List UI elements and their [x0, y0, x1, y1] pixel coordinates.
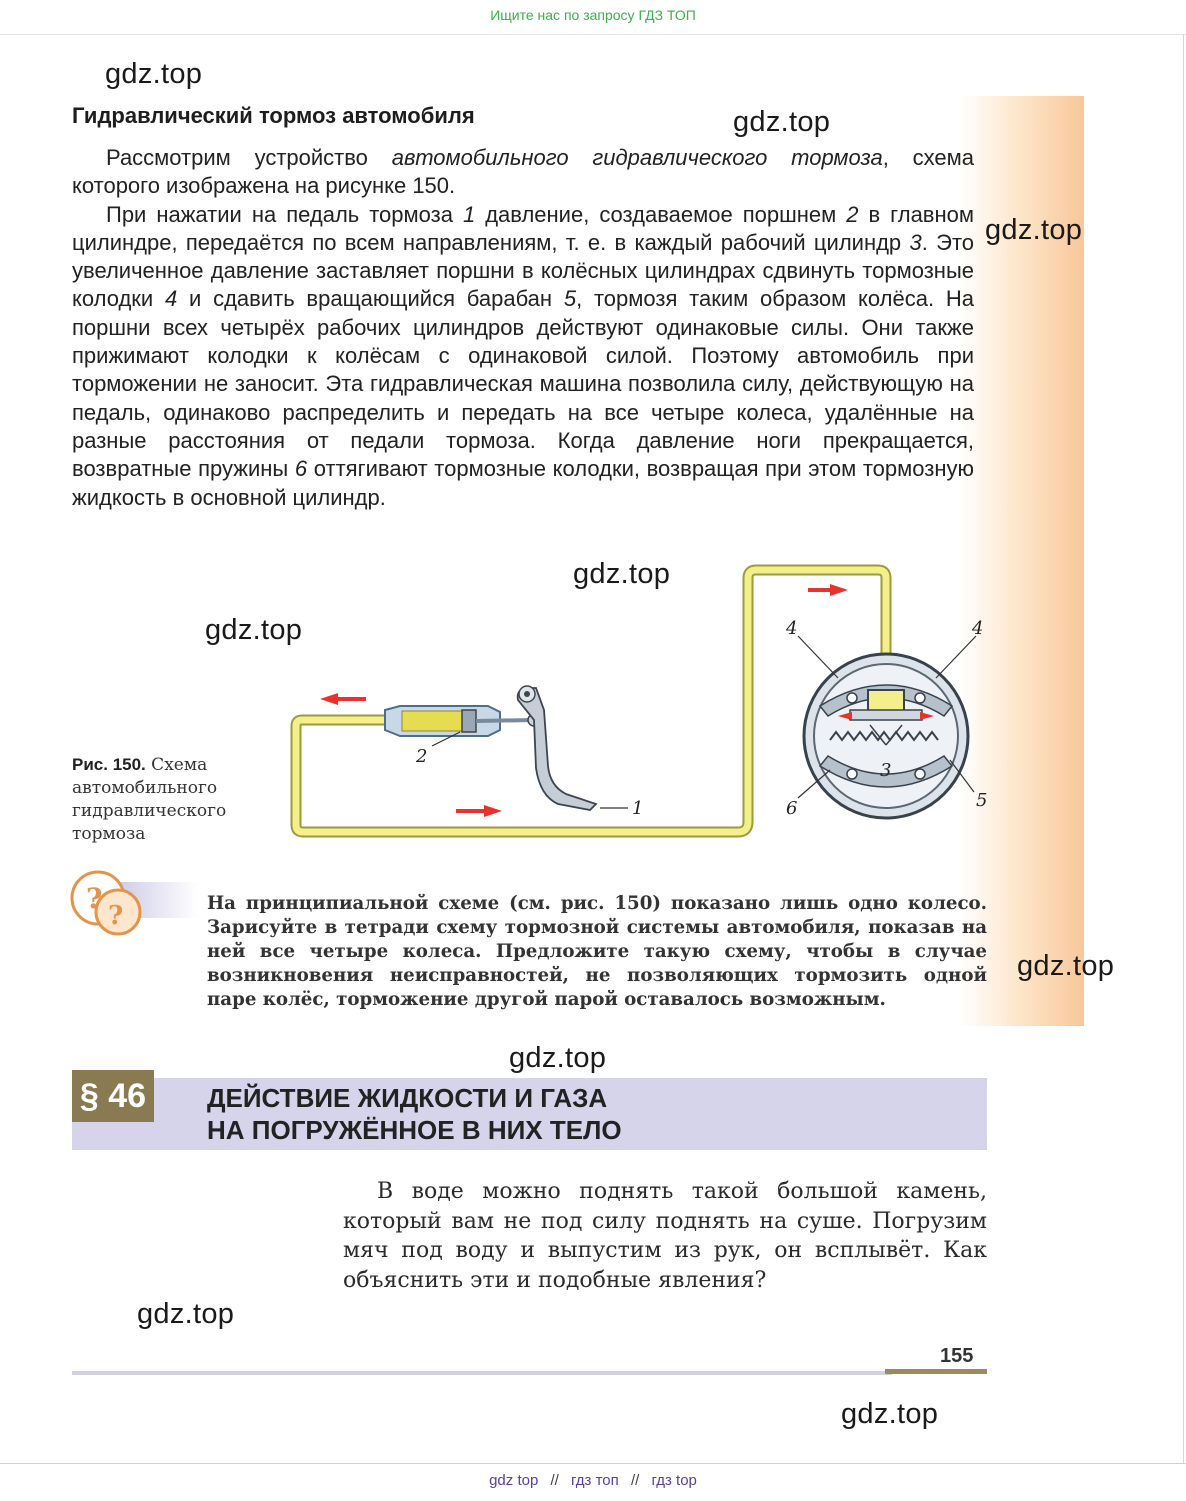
watermark: gdz.top: [573, 558, 671, 590]
hydraulic-pipe: [296, 570, 886, 832]
body-text: [72, 144, 974, 512]
section-heading: Гидравлический тормоз автомобиля: [72, 103, 475, 128]
section-number-badge: § 46: [72, 1070, 154, 1122]
footer-separator: //: [630, 1472, 640, 1489]
svg-text:?: ?: [108, 901, 124, 931]
brake-pedal: [476, 686, 596, 810]
brake-diagram: [290, 560, 990, 850]
paragraph-1: Рассмотрим устройство автомобильного гидравлического тормоза, схема которого изображена на рисунке 150.: [72, 145, 974, 199]
label-wheel-cylinder: 3: [880, 760, 892, 781]
footer-link-1[interactable]: gdz top: [489, 1472, 539, 1489]
label-pedal: 1: [632, 798, 644, 819]
question-icon: [68, 868, 198, 938]
top-banner-text[interactable]: Ищите нас по запросу ГДЗ ТОП: [490, 7, 696, 23]
paragraph-2: При нажатии на педаль тормоза 1 давление, создаваемое поршнем 2 в главном цилиндре, передаётся по всем направлениям, т. е. в каждый рабочий цилиндр 3. Это увеличенное давление заставляет поршни в колёсных цилиндрах сдвинуть тормозные колодки 4 и сдавить вращающийся барабан 5, тормозя таким образом колёса. На поршни всех четырёх рабочих цилиндров действуют одинаковые силы. Они также прижимают колодки к колёсам с одинаковой силой. Поэтому автомобиль при торможении не заносит. Эта гидравлическая машина позволила силу, действующую на педаль, одинаково распределить и передать на все четыре колеса, удалённые на разные расстояния от педали тормоза. Когда давление ноги прекращается, возвратные пружины 6 оттягивают тормозные колодки, возвращая при этом тормозную жидкость в основной цилиндр.: [72, 201, 975, 510]
watermark: gdz.top: [105, 58, 203, 90]
page-right-border: [1183, 34, 1184, 1464]
watermark: gdz.top: [733, 106, 831, 138]
footer-rule: [72, 1371, 892, 1375]
footer-separator: //: [550, 1472, 559, 1489]
section-title: ДЕЙСТВИЕ ЖИДКОСТИ И ГАЗА НА ПОГРУЖЁННОЕ В НИХ ТЕЛО: [207, 1083, 622, 1145]
flow-arrows: [320, 584, 848, 817]
watermark: gdz.top: [985, 214, 1083, 246]
footer-link-2[interactable]: гдз топ: [571, 1472, 619, 1489]
watermark: gdz.top: [509, 1042, 607, 1074]
page-number: 155: [940, 1345, 974, 1367]
figure-caption: Рис. 150. Схема автомобильного гидравлического тормоза: [72, 755, 227, 844]
footer-link-3[interactable]: гдз top: [651, 1472, 697, 1489]
intro-text: В воде можно поднять такой большой камень, который вам не под силу поднять на суше. Погрузим мяч под воду и выпустим из рук, он всплывёт. Как объяснить эти и подобные явления?: [343, 1179, 987, 1293]
wheel-drum: [804, 654, 968, 818]
watermark: gdz.top: [137, 1298, 235, 1330]
svg-text:?: ?: [86, 882, 103, 915]
watermark: gdz.top: [1017, 950, 1115, 982]
label-piston: 2: [416, 746, 428, 767]
label-drum: 5: [976, 790, 988, 811]
watermark: gdz.top: [205, 614, 303, 646]
page-bottom-border: [0, 1463, 1186, 1464]
watermark: gdz.top: [841, 1398, 939, 1430]
footer-rule-accent: [885, 1369, 987, 1374]
question-text: На принципиальной схеме (см. рис. 150) показано лишь одно колесо. Зарисуйте в тетради схему тормозной системы автомобиля, показав на ней все четыре колеса. Предложите такую схему, чтобы в случае возникновения неисправностей, не позволяющих тормозить одной паре колёс, торможение другой парой оставалось возможным.: [207, 893, 987, 1010]
label-brake-shoe-right: 4: [972, 618, 984, 639]
label-spring: 6: [786, 798, 798, 819]
footer-links: [0, 1472, 1186, 1489]
label-brake-shoe-left: 4: [786, 618, 798, 639]
